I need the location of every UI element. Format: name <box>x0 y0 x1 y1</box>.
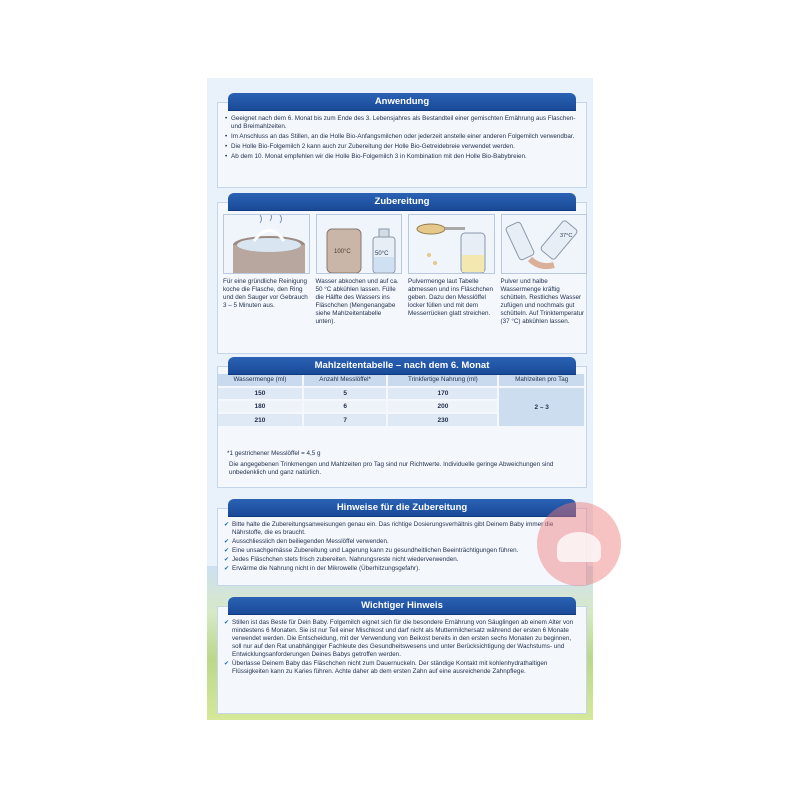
table-header: Mahlzeiten pro Tag <box>498 374 585 387</box>
list-item: • Die Holle Bio-Folgemilch 2 kann auch zur Zubereitung der Holle Bio-Getreidebreie verwendet werden. <box>224 143 580 151</box>
table-cell: 170 <box>387 387 498 400</box>
hinweise-section <box>217 502 587 586</box>
step-4 <box>498 214 591 326</box>
table-cell: 6 <box>303 400 388 413</box>
table-notes <box>223 450 583 478</box>
step-2 <box>313 214 406 326</box>
feeding-table <box>218 374 586 426</box>
step-text: Für eine gründliche Reinigung koche die Flasche, den Ring und den Sauger vor Gebrauch 3 – 5 Minuten aus. <box>223 278 308 309</box>
list-item: ✔ Stillen ist das Beste für Dein Baby. Folgemilch eignet sich für die besondere Ernährung von Säuglingen ab einem Alter von mindestens 6 Monaten. Sie ist nur Teil einer Mischkost und darf nicht als Muttermilchersatz während der ersten 6 Monate verwendet werden. Die Entscheidung, mit der Verwendung von Beikost bereits in den ersten sechs Monaten zu beginnen, soll nur auf den Rat unabhängiger Fachleute des Gesundheitswesens und unter Berücksichtigung der Wachstums- und Entwicklungsanforderungen Deines Babys getroffen werden. <box>224 619 580 659</box>
hinweise-list <box>218 516 586 578</box>
meals-per-day: 2 – 3 <box>498 387 585 426</box>
mahlzeiten-title: Mahlzeitentabelle – nach dem 6. Monat <box>228 357 576 374</box>
table-header: Anzahl Messlöffel* <box>303 374 388 387</box>
table-cell: 230 <box>387 413 498 426</box>
table-header: Trinkfertige Nahrung (ml) <box>387 374 498 387</box>
list-item: ✔ Eine unsachgemässe Zubereitung und Lagerung kann zu gesundheitlichen Beeinträchtigungen führen. <box>224 547 580 555</box>
list-item: ✔ Ausschliesslich den beiliegenden Messlöffel verwenden. <box>224 538 580 546</box>
list-item: ✔ Überlasse Deinem Baby das Fläschchen nicht zum Dauernuckeln. Der ständige Kontakt mit kohlenhydrathaltigen Flüssigkeiten kann zu Karies führen. Achte daher ab dem ersten Zahn auf eine ausreichende Zahnpflege. <box>224 660 580 676</box>
wichtig-title: Wichtiger Hinweis <box>228 597 576 614</box>
table-cell: 200 <box>387 400 498 413</box>
table-cell: 5 <box>303 387 388 400</box>
step-text: Pulver und halbe Wassermenge kräftig schütteln. Restliches Wasser zufügen und nochmals gut schütteln. Auf Trinktemperatur (37 °C) abkühlen lassen. <box>500 278 585 325</box>
zubereitung-title: Zubereitung <box>228 193 576 210</box>
table-cell: 180 <box>218 400 303 413</box>
anwendung-list <box>218 110 586 167</box>
table-header: Wassermenge (ml) <box>218 374 303 387</box>
step-text: Pulvermenge laut Tabelle abmessen und ins Fläschchen geben. Dazu den Messlöffel locker füllen und mit dem Messerrücken glatt streichen. <box>408 278 494 317</box>
anwendung-section <box>217 96 587 188</box>
package-back-panel <box>207 78 593 720</box>
footnote: *1 gestrichener Messlöffel = 4,5 g <box>227 450 321 457</box>
anwendung-title: Anwendung <box>228 93 576 110</box>
table-cell: 150 <box>218 387 303 400</box>
table-row <box>218 387 585 400</box>
kettle-temp: 100°C <box>333 249 351 255</box>
watermark-logo <box>537 502 621 586</box>
drink-temp: 37°C <box>559 233 572 239</box>
step-3 <box>405 214 498 326</box>
list-item: • Ab dem 10. Monat empfehlen wir die Holle Bio-Folgemilch 3 in Kombination mit den Holle Bio-Babybreien. <box>224 153 580 161</box>
list-item: • Im Anschluss an das Stillen, an die Holle Bio-Anfangsmilchen oder jederzeit anstelle einer anderen Folgemilch verwendbar. <box>224 133 580 141</box>
step-text: Wasser abkochen und auf ca. 50 °C abkühlen lassen. Fülle die Hälfte des Wassers ins Fläschchen (Mengenangabe siehe Mahlzeitentabelle unten). <box>315 278 399 325</box>
table-note: Die angegebenen Trinkmengen und Mahlzeiten pro Tag sind nur Richtwerte. Individuelle geringe Abweichungen sind unbedenklich und ganz natürlich. <box>229 460 554 476</box>
table-cell: 7 <box>303 413 388 426</box>
wichtig-list <box>218 614 586 681</box>
list-item: • Geeignet nach dem 6. Monat bis zum Ende des 3. Lebensjahres als Bestandteil einer gemischten Ernährung aus Flaschen- und Breimahlzeiten. <box>224 115 580 131</box>
scoop-icon <box>408 214 495 274</box>
wichtig-section <box>217 600 587 714</box>
step-1 <box>220 214 313 326</box>
pot-icon <box>223 214 310 274</box>
list-item: ✔ Erwärme die Nahrung nicht in der Mikrowelle (Überhitzungsgefahr). <box>224 565 580 573</box>
kettle-icon <box>316 214 403 274</box>
hinweise-title: Hinweise für die Zubereitung <box>228 499 576 516</box>
list-item: ✔ Jedes Fläschchen stets frisch zubereiten. Nahrungsreste nicht wiederverwenden. <box>224 556 580 564</box>
bottle-temp: 50°C <box>374 251 388 257</box>
list-item: ✔ Bitte halte die Zubereitungsanweisungen genau ein. Das richtige Dosierungsverhältnis gibt Deinem Baby immer die Nährstoffe, die es braucht. <box>224 521 580 537</box>
table-cell: 210 <box>218 413 303 426</box>
zubereitung-section <box>217 196 587 354</box>
shake-bottle-icon <box>501 214 588 274</box>
